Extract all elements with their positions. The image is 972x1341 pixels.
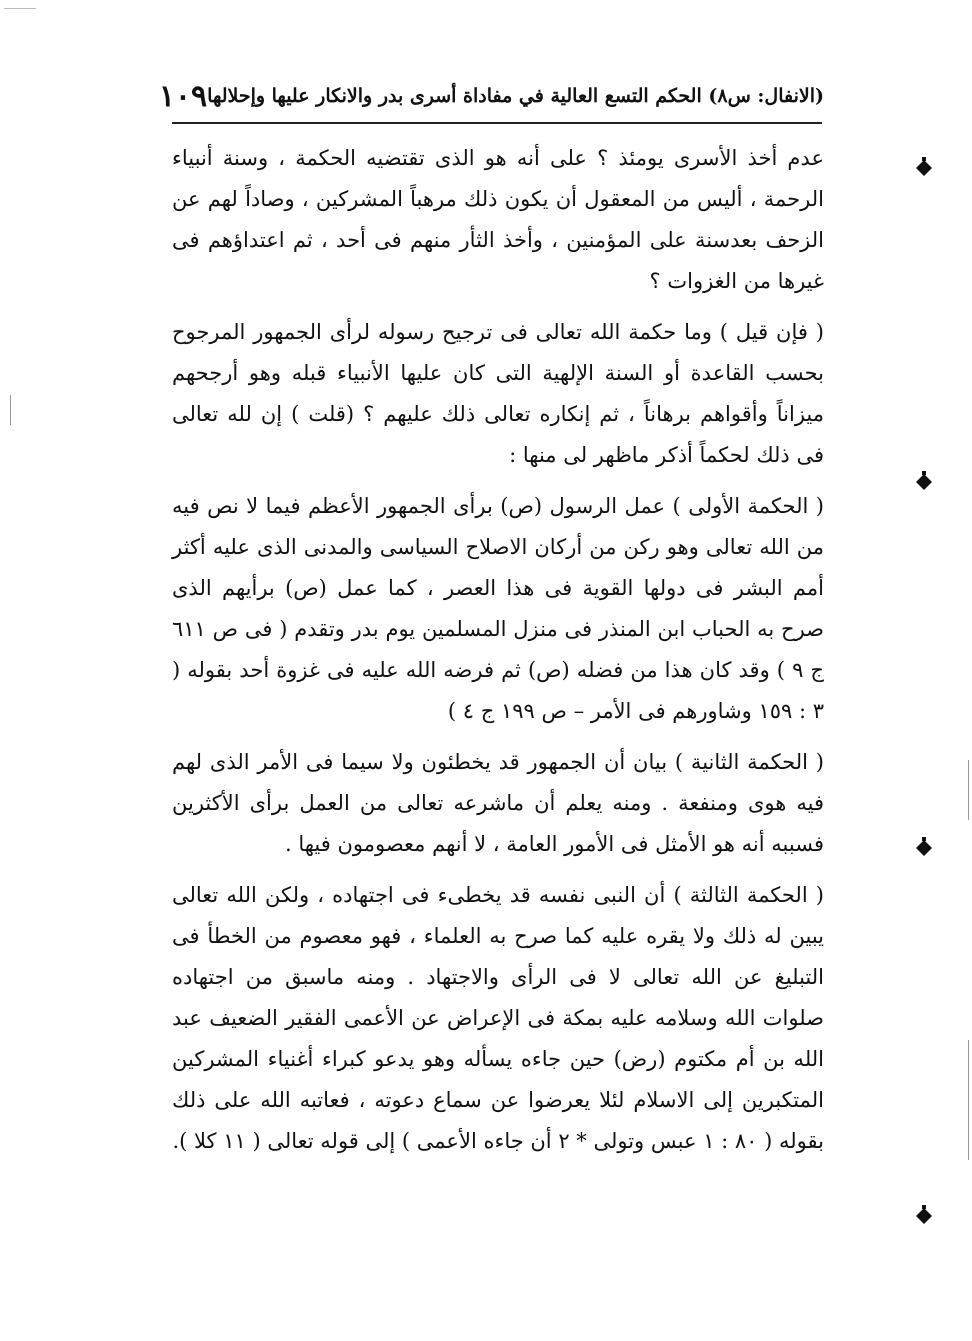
paragraph: ( الحكمة الأولى ) عمل الرسول (ص) برأى الجمهور الأعظم فيما لا نص فيه من الله تعالى وهو ركن من أركان الاصلاح السياسى والمدنى الذى عليه أكثر أمم البشر فى دولها القوية فى هذا العصر ، كما عمل (ص) برأيهم الذى صرح به الحباب ابن المنذر فى منزل المسلمين يوم بدر وتقدم ( فى ص ٦١١ ج ٩ ) وقد كان هذا من فضله (ص) ثم فرضه الله عليه فى غزوة أحد بقوله ( ٣ : ١٥٩ وشاورهم فى الأمر – ص ١٩٩ ج ٤ ) [172, 494, 824, 723]
running-title: (الانفال: س٨) الحكم التسع العالية في مفاداة أسرى بدر والانكار عليها وإحلالها [207, 85, 824, 107]
scan-corner-mark [4, 8, 36, 9]
scan-margin-mark [968, 1040, 969, 1160]
hand-bullet-icon [912, 470, 936, 494]
body-text [172, 138, 824, 1172]
scan-margin-mark [968, 760, 969, 820]
hand-bullet-icon [912, 836, 936, 860]
page-header [158, 74, 824, 118]
header-rule [172, 122, 822, 124]
paragraph: ( الحكمة الثالثة ) أن النبى نفسه قد يخطىء فى اجتهاده ، ولكن الله تعالى يبين له ذلك ولا يقره عليه كما صرح به العلماء ، فهو معصوم من الخطأ فى التبليغ عن الله تعالى لا فى الرأى والاجتهاد . ومنه ماسبق من اجتهاده صلوات الله وسلامه عليه بمكة فى الإعراض عن الأعمى الفقير الضعيف عبد الله بن أم مكتوم (رض) حين جاءه يسأله وهو يدعو كبراء أغنياء المشركين المتكبرين إلى الاسلام لئلا يعرضوا عن سماع دعوته ، فعاتبه الله على ذلك بقوله ( ٨٠ : ١ عبس وتولى * ٢ أن جاءه الأعمى ) إلى قوله تعالى ( ١١ كلا ). [172, 883, 824, 1153]
paragraph: ( فإن قيل ) وما حكمة الله تعالى فى ترجيح رسوله لرأى الجمهور المرجوح بحسب القاعدة أو السنة الإلهية التى كان عليها الأنبياء قبله وهو أرجحهم ميزاناً وأقواهم برهاناً ، ثم إنكاره تعالى ذلك عليهم ؟ (قلت ) إن لله تعالى فى ذلك لحكماً أذكر ماظهر لى منها : [172, 320, 824, 467]
scan-margin-mark [10, 395, 11, 425]
paragraph: عدم أخذ الأسرى يومئذ ؟ على أنه هو الذى تقتضيه الحكمة ، وسنة أنبياء الرحمة ، أليس من المعقول أن يكون ذلك مرهباً المشركين ، وصاداً لهم عن الزحف بعدسنة على المؤمنين ، وأخذ الثأر منهم فى أحد ، ثم اعتداؤهم فى غيرها من الغزوات ؟ [172, 146, 824, 293]
page-number: ١٠٩ [158, 78, 208, 114]
paragraph: ( الحكمة الثانية ) بيان أن الجمهور قد يخطئون ولا سيما فى الأمر الذى لهم فيه هوى ومنفعة . ومنه يعلم أن ماشرعه تعالى من العمل برأى الأكثرين فسببه أنه هو الأمثل فى الأمور العامة ، لا أنهم معصومون فيها . [172, 750, 824, 856]
hand-bullet-icon [912, 156, 936, 180]
hand-bullet-icon [912, 1204, 936, 1228]
